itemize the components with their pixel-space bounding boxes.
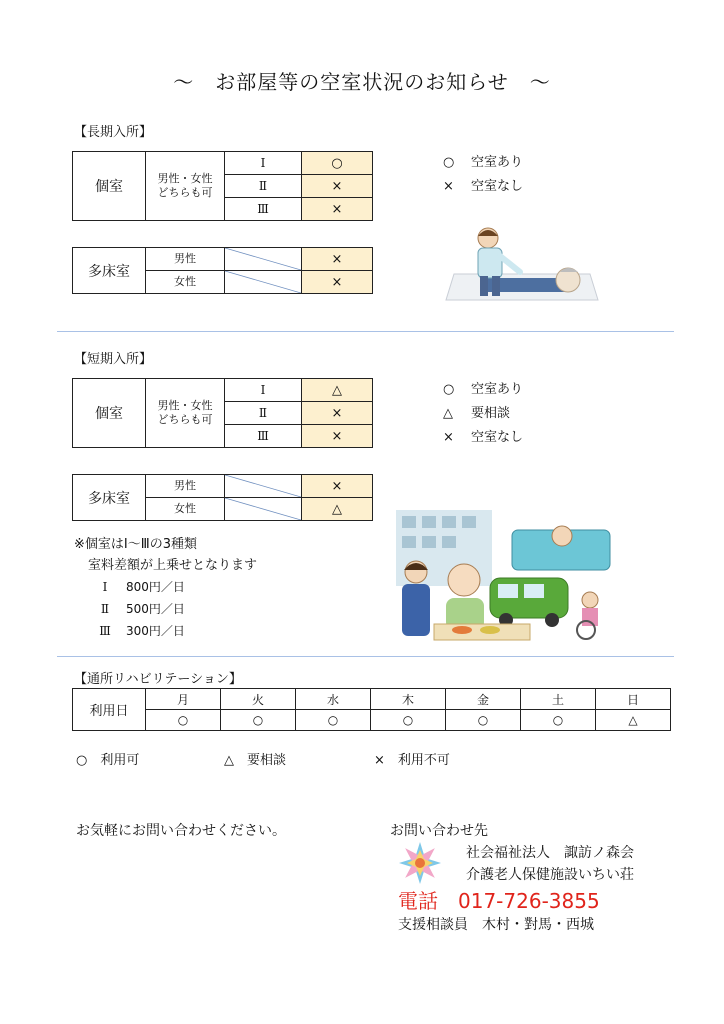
legend-symbol: △ <box>443 406 453 421</box>
facility-logo-icon <box>398 841 442 885</box>
fee-row <box>84 620 185 642</box>
phone-number: 017-726-3855 <box>458 889 600 913</box>
gender-label: 女性 <box>146 498 225 521</box>
day-header: 火 <box>221 689 296 710</box>
vacancy-status: × <box>302 175 373 198</box>
fee-class: Ⅲ <box>99 624 111 638</box>
day-header: 水 <box>296 689 371 710</box>
staff-names: 支援相談員 木村・對馬・西城 <box>398 917 594 933</box>
vacancy-status: △ <box>302 498 373 521</box>
vacancy-status: ○ <box>302 152 373 175</box>
rehab-legend-item <box>374 749 450 768</box>
phone-line <box>398 885 600 914</box>
room-fee-list <box>84 576 185 642</box>
inquiry-message: お気軽にお問い合わせください。 <box>76 823 286 839</box>
gender-note <box>146 379 225 448</box>
organization-name: 社会福祉法人 諏訪ノ森会 <box>466 845 634 861</box>
page-title: ～ お部屋等の空室状況のお知らせ ～ <box>173 70 551 94</box>
fee-price: 300円／日 <box>126 624 185 638</box>
legend-text: 利用可 <box>100 753 140 768</box>
fee-price: 500円／日 <box>126 602 185 616</box>
room-class: Ⅱ <box>225 175 302 198</box>
legend-text: 要相談 <box>247 753 287 768</box>
legend-text: 利用不可 <box>397 753 450 768</box>
legend-text: 空室なし <box>471 179 524 194</box>
room-class: Ⅰ <box>225 152 302 175</box>
rehab-legend-item <box>224 749 286 768</box>
long-term-legend <box>443 151 523 199</box>
day-status: ○ <box>221 710 296 731</box>
caregiver-illustration <box>440 212 600 308</box>
day-status: △ <box>596 710 671 731</box>
facility-care-illustration <box>394 506 616 644</box>
gender-label: 男性 <box>146 475 225 498</box>
vacancy-status: × <box>302 198 373 221</box>
day-status: ○ <box>446 710 521 731</box>
contact-heading: お問い合わせ先 <box>390 823 488 839</box>
note-line: ※個室はⅠ～Ⅲの3種類 <box>74 537 197 552</box>
note-line: 室料差額が上乗せとなります <box>88 558 258 573</box>
room-type-label: 個室 <box>73 152 146 221</box>
legend-symbol: △ <box>224 753 234 768</box>
legend-symbol: × <box>374 753 385 768</box>
vacancy-status: × <box>302 402 373 425</box>
day-header: 木 <box>371 689 446 710</box>
day-header: 月 <box>146 689 221 710</box>
fee-class: Ⅱ <box>100 602 110 616</box>
room-type-label: 個室 <box>73 379 146 448</box>
legend-symbol: ○ <box>443 382 455 397</box>
legend-symbol: × <box>443 430 454 445</box>
day-status: ○ <box>296 710 371 731</box>
rehab-legend-item <box>76 749 139 768</box>
row-label: 利用日 <box>73 689 146 731</box>
vacancy-status: × <box>302 248 373 271</box>
gender-label: 男性 <box>146 248 225 271</box>
room-class: Ⅲ <box>225 425 302 448</box>
long-term-section-label: 【長期入所】 <box>74 125 153 140</box>
room-class: Ⅲ <box>225 198 302 221</box>
private-room-note <box>74 534 257 576</box>
fee-row <box>84 576 185 598</box>
legend-symbol: ○ <box>76 753 88 768</box>
vacancy-status: × <box>302 475 373 498</box>
room-type-label: 多床室 <box>73 248 146 294</box>
long-term-multi-table <box>72 247 373 294</box>
day-status: ○ <box>521 710 596 731</box>
empty-cell <box>225 248 302 271</box>
empty-cell <box>225 498 302 521</box>
rehab-section-label: 【通所リハビリテーション】 <box>74 672 242 687</box>
day-header: 日 <box>596 689 671 710</box>
legend-symbol: ○ <box>443 155 455 170</box>
room-type-label: 多床室 <box>73 475 146 521</box>
room-class: Ⅰ <box>225 379 302 402</box>
long-term-private-table <box>72 151 373 221</box>
legend-text: 空室あり <box>471 382 524 397</box>
day-status: ○ <box>146 710 221 731</box>
fee-row <box>84 598 185 620</box>
room-class: Ⅱ <box>225 402 302 425</box>
legend-symbol: × <box>443 179 454 194</box>
facility-name: 介護老人保健施設いちい荘 <box>466 867 634 883</box>
rehab-schedule-table <box>72 688 671 731</box>
day-header: 金 <box>446 689 521 710</box>
fee-class: Ⅰ <box>102 580 108 594</box>
fee-price: 800円／日 <box>126 580 185 594</box>
section-divider <box>57 331 674 332</box>
short-term-multi-table <box>72 474 373 521</box>
empty-cell <box>225 475 302 498</box>
short-term-legend <box>443 378 523 450</box>
gender-note-text: 男性・女性 どちらも可 <box>157 399 213 426</box>
gender-label: 女性 <box>146 271 225 294</box>
vacancy-status: × <box>302 425 373 448</box>
section-divider <box>57 656 674 657</box>
vacancy-status: △ <box>302 379 373 402</box>
legend-text: 要相談 <box>471 406 511 421</box>
empty-cell <box>225 271 302 294</box>
short-term-private-table <box>72 378 373 448</box>
gender-note <box>146 152 225 221</box>
gender-note-text: 男性・女性 どちらも可 <box>157 172 213 199</box>
legend-text: 空室なし <box>471 430 524 445</box>
phone-label: 電話 <box>398 889 438 913</box>
short-term-section-label: 【短期入所】 <box>74 352 153 367</box>
day-status: ○ <box>371 710 446 731</box>
legend-text: 空室あり <box>471 155 524 170</box>
day-header: 土 <box>521 689 596 710</box>
vacancy-status: × <box>302 271 373 294</box>
